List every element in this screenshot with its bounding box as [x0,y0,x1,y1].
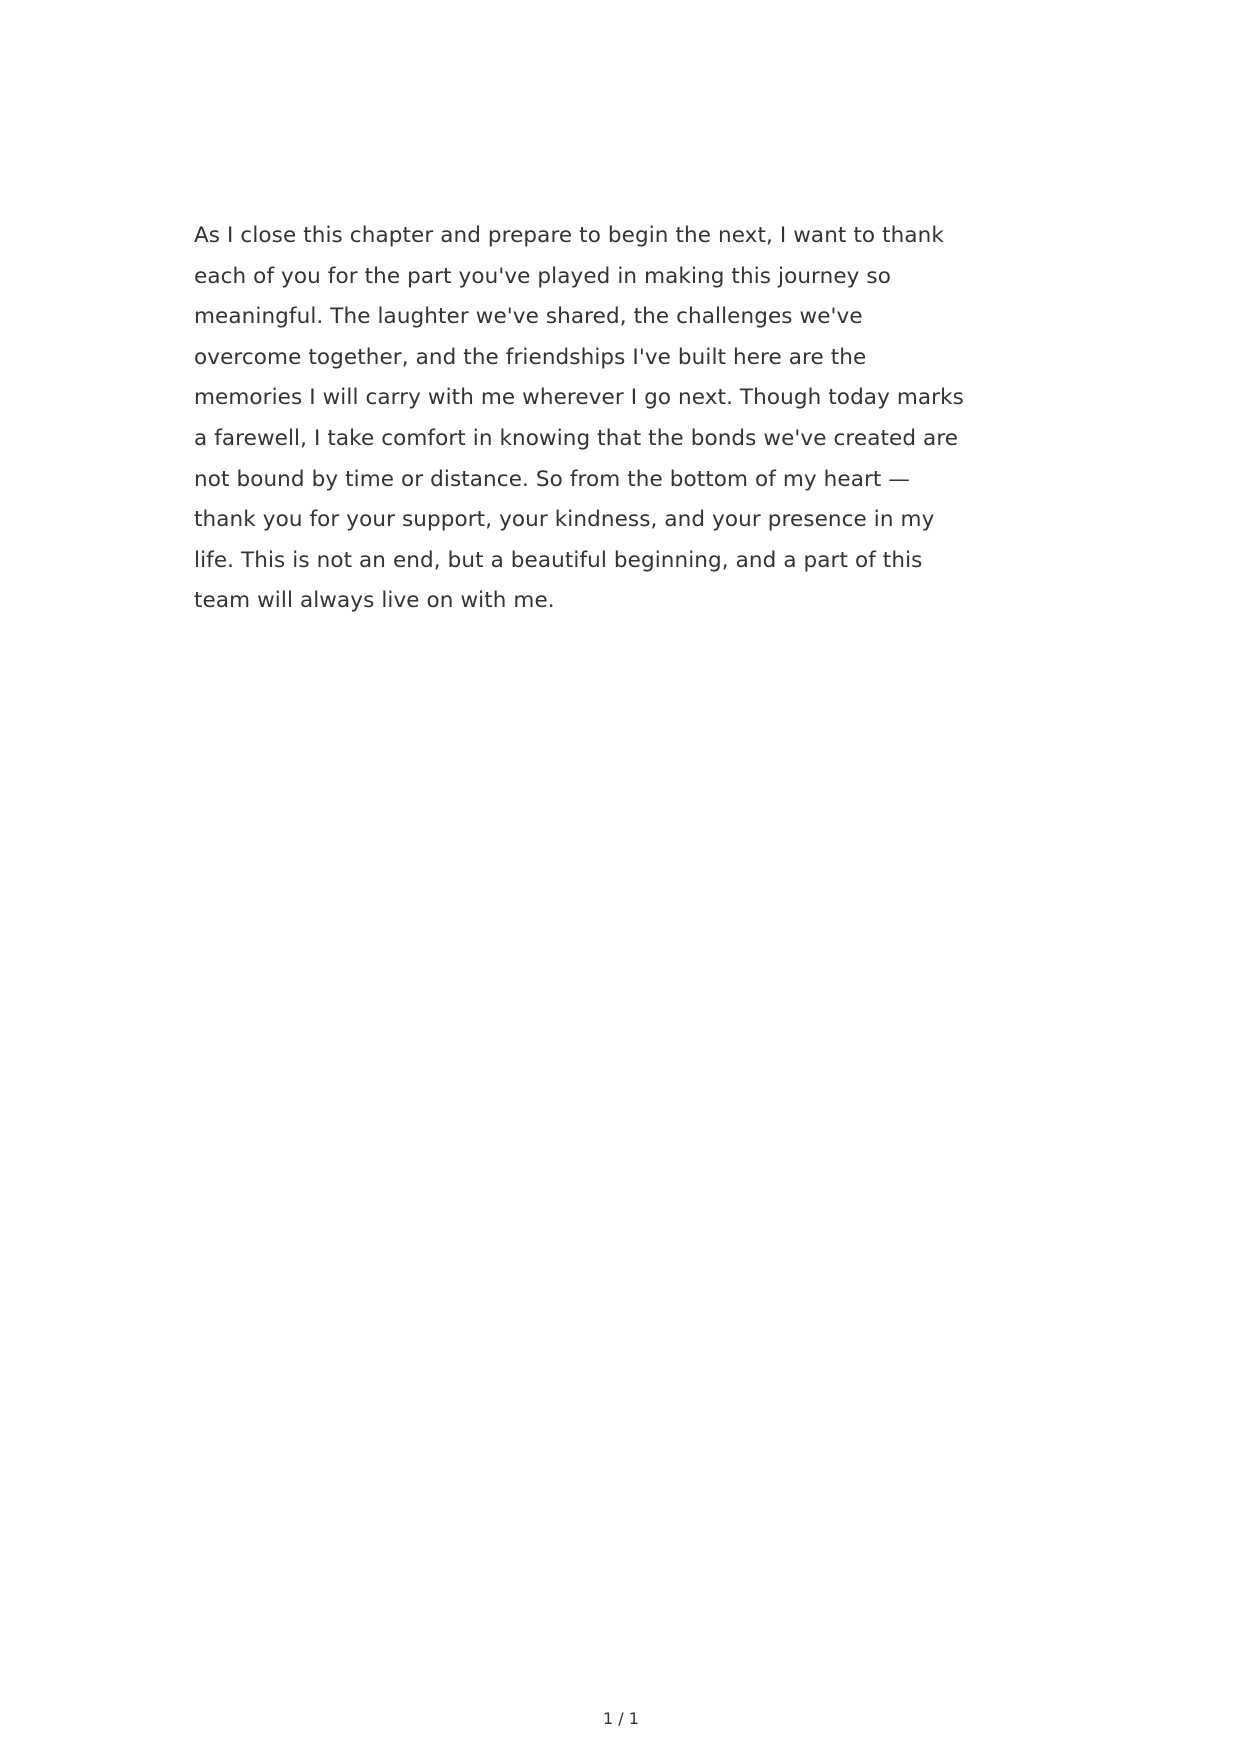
paragraph-line: overcome together, and the friendships I've built here are the [194,344,867,370]
paragraph-line: life. This is not an end, but a beautiful beginning, and a part of this [194,547,923,573]
paragraph-line: As I close this chapter and prepare to begin the next, I want to thank [194,223,944,248]
paragraph-line: a farewell, I take comfort in knowing that the bonds we've created are [194,425,959,451]
paragraph-line: meaningful. The laughter we've shared, the challenges we've [194,304,863,330]
body-paragraph [194,216,974,622]
paragraph-line: team will always live on with me. [194,588,555,614]
paragraph-line: memories I will carry with me wherever I go next. Though today marks [194,385,964,411]
paragraph-line: not bound by time or distance. So from the bottom of my heart — [194,466,910,492]
page-number: 1 / 1 [603,1709,639,1728]
paragraph-line: each of you for the part you've played in making this journey so [194,263,891,289]
paragraph-line: thank you for your support, your kindness, and your presence in my [194,507,935,533]
